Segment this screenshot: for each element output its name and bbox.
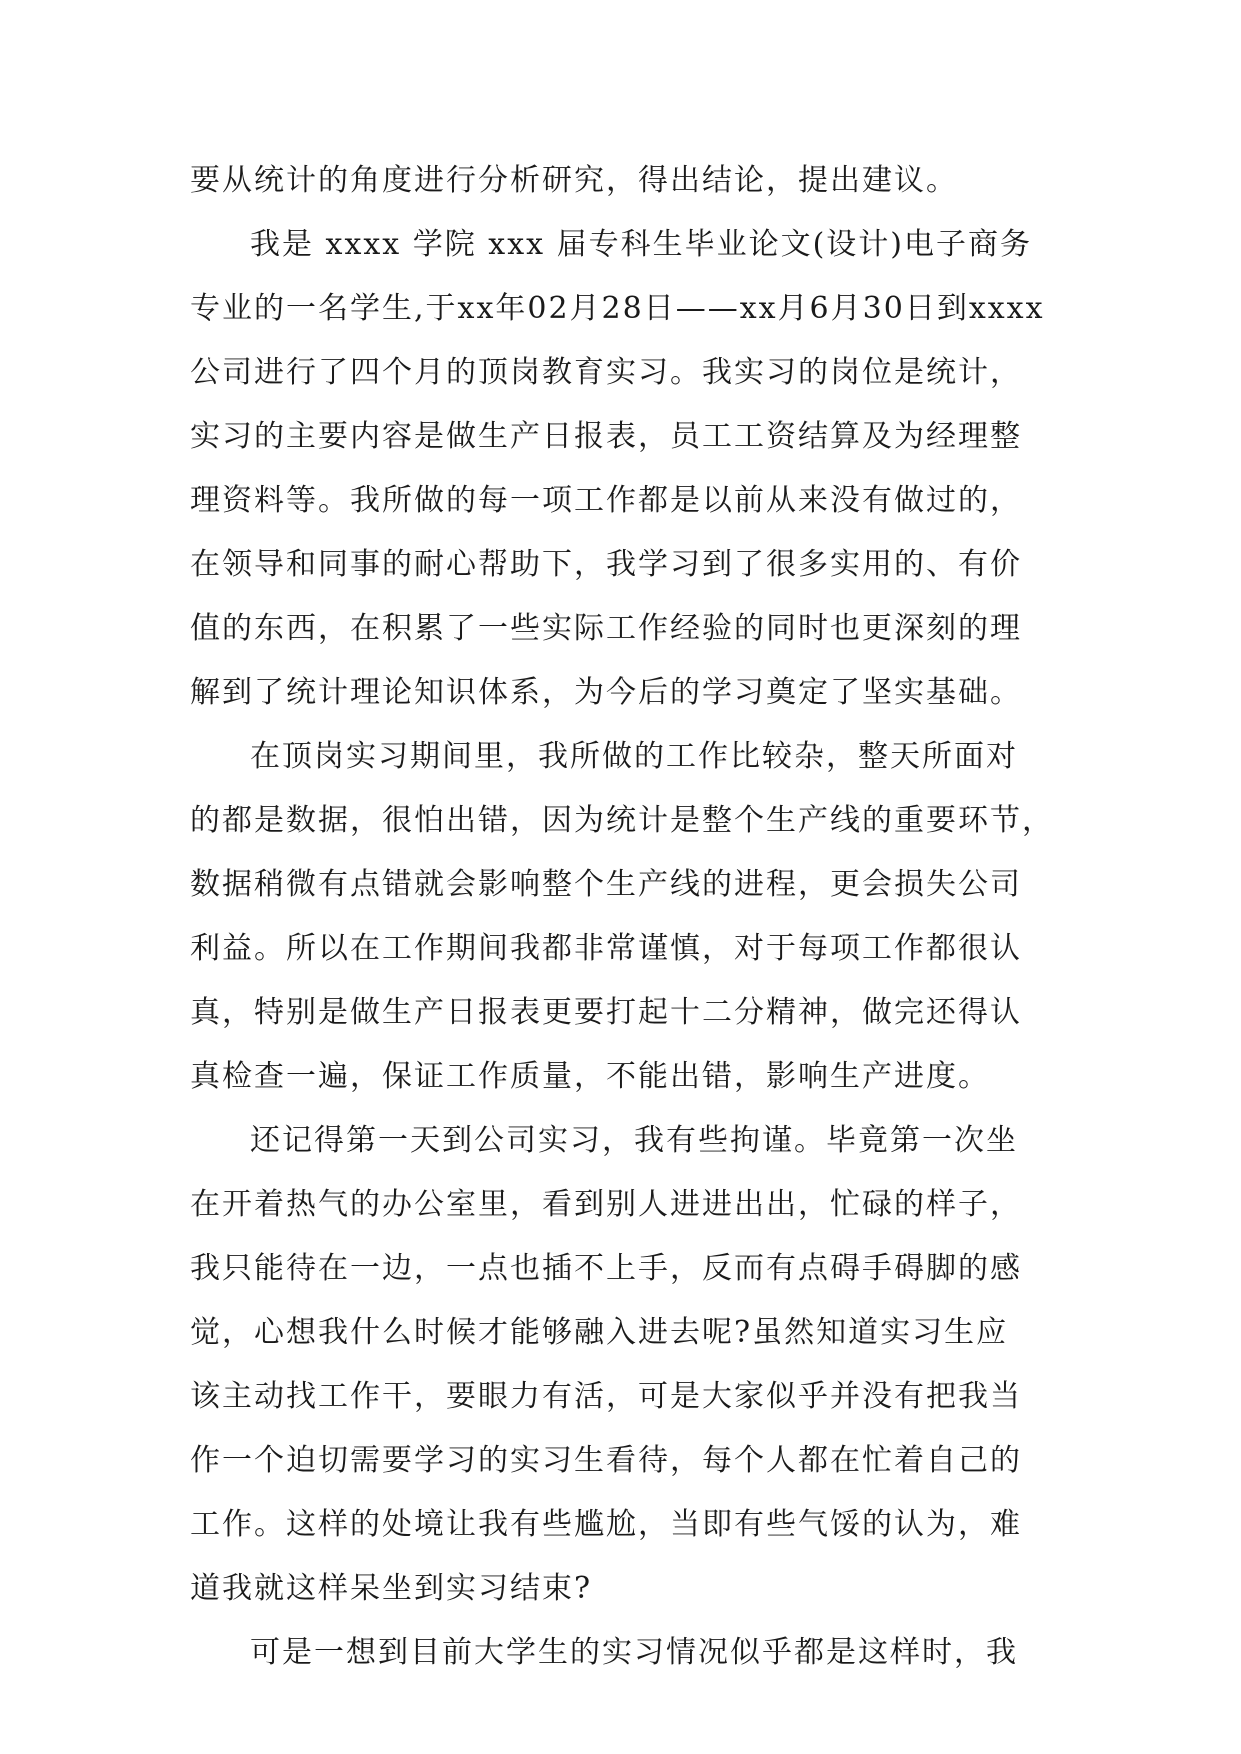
text-line: 道我就这样呆坐到实习结束? [190,1571,593,1606]
text-line: 觉，心想我什么时候才能够融入进去呢?虽然知道实习生应 [190,1315,1009,1350]
text-line: 该主动找工作干，要眼力有活，可是大家似乎并没有把我当 [190,1379,1022,1414]
paragraph-start-line: 可是一想到目前大学生的实习情况似乎都是这样时，我 [250,1635,1018,1670]
text-line: 要从统计的角度进行分析研究，得出结论，提出建议。 [190,163,958,198]
text-line: 真，特别是做生产日报表更要打起十二分精神，做完还得认 [190,995,1022,1030]
text-line: 在开着热气的办公室里，看到别人进进出出，忙碌的样子， [190,1187,1022,1222]
text-line: 专业的一名学生,于xx年02月28日——xx月6月30日到xxxx [190,291,1045,326]
text-line: 数据稍微有点错就会影响整个生产线的进程，更会损失公司 [190,867,1022,902]
paragraph-start-line: 我是 xxxx 学院 xxx 届专科生毕业论文(设计)电子商务 [250,227,1032,262]
text-line: 真检查一遍，保证工作质量，不能出错，影响生产进度。 [190,1059,990,1094]
text-line: 利益。所以在工作期间我都非常谨慎，对于每项工作都很认 [190,931,1022,966]
text-line: 工作。这样的处境让我有些尴尬，当即有些气馁的认为，难 [190,1507,1022,1542]
text-line: 在领导和同事的耐心帮助下，我学习到了很多实用的、有价 [190,547,1022,582]
text-line: 理资料等。我所做的每一项工作都是以前从来没有做过的， [190,483,1022,518]
text-line: 值的东西，在积累了一些实际工作经验的同时也更深刻的理 [190,611,1022,646]
text-line: 实习的主要内容是做生产日报表，员工工资结算及为经理整 [190,419,1022,454]
text-line: 解到了统计理论知识体系，为今后的学习奠定了坚实基础。 [190,675,1022,710]
text-line: 我只能待在一边，一点也插不上手，反而有点碍手碍脚的感 [190,1251,1022,1286]
text-line: 的都是数据，很怕出错，因为统计是整个生产线的重要环节， [190,803,1054,838]
text-line: 作一个迫切需要学习的实习生看待，每个人都在忙着自己的 [190,1443,1022,1478]
text-line: 公司进行了四个月的顶岗教育实习。我实习的岗位是统计， [190,355,1022,390]
paragraph-start-line: 还记得第一天到公司实习，我有些拘谨。毕竟第一次坐 [250,1123,1018,1158]
paragraph-start-line: 在顶岗实习期间里，我所做的工作比较杂，整天所面对 [250,739,1018,774]
